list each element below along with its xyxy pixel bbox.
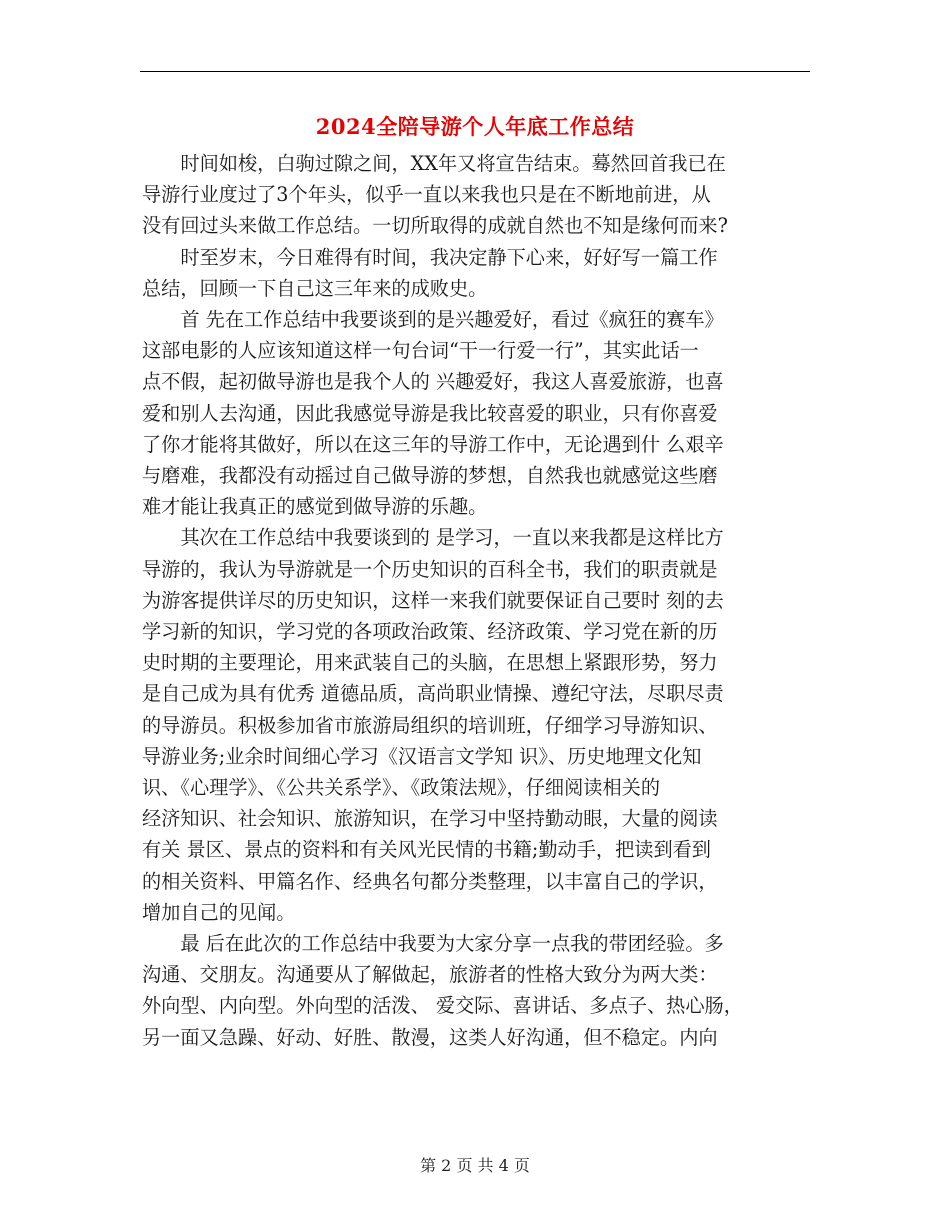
- paragraph: [142, 304, 812, 522]
- text-line: 的导游员。积极参加省市旅游局组织的培训班，仔细学习导游知识、: [142, 713, 718, 737]
- text-line: 增加自己的见闻。: [142, 900, 296, 924]
- text-line: 了你才能将其做好，所以在这三年的导游工作中，无论遇到什 么艰辛: [142, 432, 724, 456]
- text-line: 难才能让我真正的感觉到做导游的乐趣。: [142, 495, 488, 519]
- text-line: 总结，回顾一下自己这三年来的成败史。: [142, 276, 488, 300]
- text-line: 学习新的知识，学习党的各项政治政策、经济政策、学习党在新的历: [142, 620, 718, 644]
- document-body: [142, 148, 812, 1053]
- text-line: 最 后在此次的工作总结中我要为大家分享一点我的带团经验。多: [180, 932, 724, 956]
- text-line: 外向型、内向型。外向型的活泼、 爱交际、喜讲话、多点子、热心肠，: [142, 994, 743, 1018]
- text-line: 时至岁末，今日难得有时间，我决定静下心来，好好写一篇工作: [180, 245, 718, 269]
- text-line: 史时期的主要理论，用来武装自己的头脑，在思想上紧跟形势，努力: [142, 651, 718, 675]
- text-line: 与磨难，我都没有动摇过自己做导游的梦想，自然我也就感觉这些磨: [142, 464, 718, 488]
- paragraph: [142, 148, 812, 242]
- text-line: 首 先在工作总结中我要谈到的是兴趣爱好，看过《疯狂的赛车》: [180, 308, 724, 332]
- text-line: 导游的，我认为导游就是一个历史知识的百科全书，我们的职责就是: [142, 557, 718, 581]
- paragraph: [142, 522, 812, 928]
- text-line: 没有回过头来做工作总结。一切所取得的成就自然也不知是缘何而来?: [142, 214, 728, 238]
- text-line: 时间如梭，白驹过隙之间，XX年又将宣告结束。蓦然回首我已在: [180, 152, 726, 175]
- text-line: 沟通、交朋友。沟通要从了解做起，旅游者的性格大致分为两大类：: [142, 963, 718, 987]
- header-rule: [140, 71, 810, 72]
- text-line: 这部电影的人应该知道这样一句台词“干一行爱一行”，其实此话一: [142, 339, 699, 363]
- text-line: 导游业务;业余时间细心学习《汉语言文学知 识》、历史地理文化知: [142, 744, 702, 768]
- text-line: 另一面又急躁、好动、好胜、散漫，这类人好沟通，但不稳定。内向: [142, 1025, 718, 1049]
- text-line: 有关 景区、景点的资料和有关风光民情的书籍;勤动手，把读到看到: [142, 838, 711, 862]
- paragraph: [142, 242, 812, 304]
- text-line: 经济知识、社会知识、旅游知识，在学习中坚持勤动眼，大量的阅读: [142, 807, 718, 831]
- document-title: 2024全陪导游个人年底工作总结: [315, 114, 635, 139]
- text-line: 导游行业度过了3个年头，似乎一直以来我也只是在不断地前进，从: [142, 183, 711, 207]
- paragraph: [142, 928, 812, 1053]
- page-footer: 第 2 页 共 4 页: [420, 1156, 530, 1175]
- text-line: 识、《心理学》、《公共关系学》、《政策法规》，仔细阅读相关的: [142, 776, 661, 800]
- text-line: 其次在工作总结中我要谈到的 是学习，一直以来我都是这样比方: [180, 526, 724, 550]
- text-line: 的相关资料、甲篇名作、经典名句都分类整理，以丰富自己的学识，: [142, 869, 718, 893]
- text-line: 为游客提供详尽的历史知识，这样一来我们就要保证自己要时 刻的去: [142, 588, 724, 612]
- text-line: 点不假，起初做导游也是我个人的 兴趣爱好，我这人喜爱旅游，也喜: [142, 370, 724, 394]
- text-line: 是自己成为具有优秀 道德品质，高尚职业情操、遵纪守法，尽职尽责: [142, 682, 724, 706]
- text-line: 爱和别人去沟通，因此我感觉导游是我比较喜爱的职业，只有你喜爱: [142, 401, 718, 425]
